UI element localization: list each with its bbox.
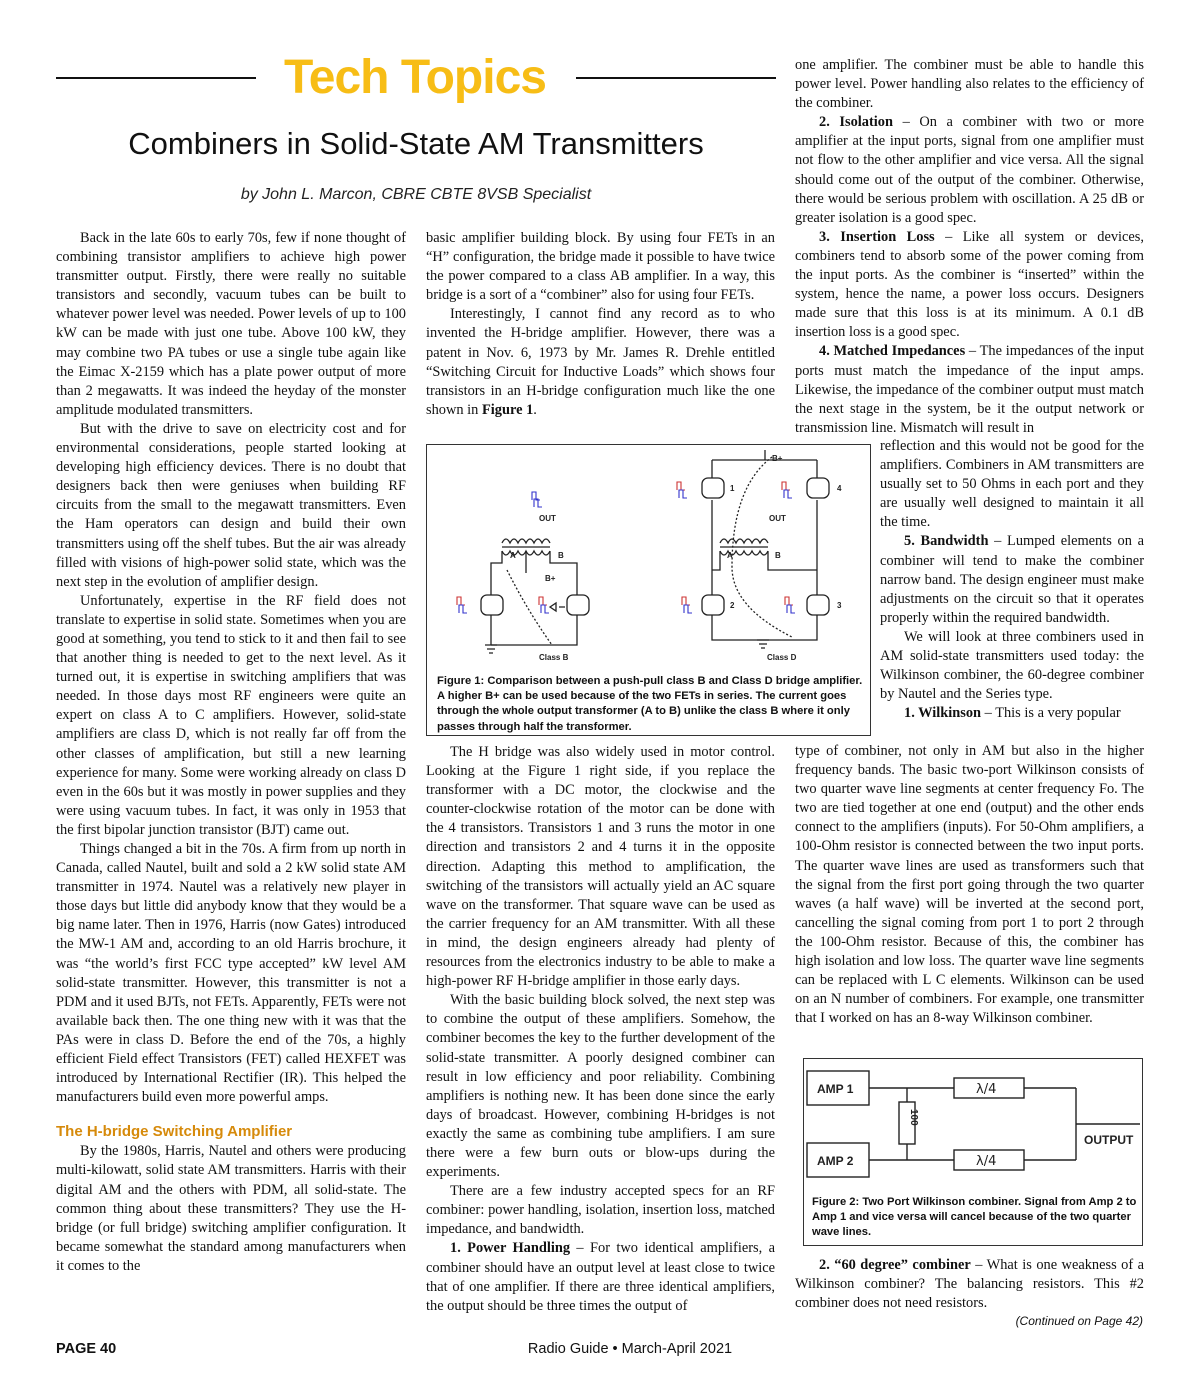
- label-a-d: A: [727, 551, 733, 560]
- spec-heading: 4. Matched Impedances: [819, 343, 966, 360]
- paragraph: [426, 1239, 775, 1315]
- paragraph-text: – The impedances of the input ports must match the impedance of the input amps. Likewise, the impedance of the combiner output must match the next stage in the system, be it the output network or transmission line. Mismatch will result in: [795, 343, 1144, 436]
- label-a-b: A: [510, 551, 516, 560]
- header-rule-right: [576, 77, 776, 79]
- paragraph-text: – For two identical amplifiers, a combiner should have an output level at least close to twice that of one amplifier. If there are three identical amplifiers, the output should be three times the output of: [426, 1240, 775, 1314]
- article-title: Combiners in Solid-State AM Transmitters: [128, 126, 704, 161]
- resistor-label: 100: [908, 1109, 919, 1126]
- output-label: OUTPUT: [1084, 1133, 1134, 1147]
- quarter-wave-2-label: λ/4: [976, 1154, 997, 1169]
- spec-heading: 5. Bandwidth: [904, 533, 989, 550]
- label-t4: 4: [837, 484, 842, 493]
- paragraph: [795, 113, 1144, 228]
- section-heading: The H-bridge Switching Amplifier: [56, 1123, 293, 1141]
- label-bplus-b: B+: [545, 574, 556, 583]
- publication-info: Radio Guide • March-April 2021: [527, 1341, 733, 1357]
- paragraph: But with the drive to save on electricity cost and for environmental considerations, people started looking at developing high efficiency devices. There is no doubt that designers back then were geniuses when building RF circuits from the small to the megawatt transmitters. Even the Ham operators can design and build their own transmitters using off the shelf tubes. But the air was already filled with visions of high-power solid state, which was the next step in the evolution of amplifier design.: [56, 420, 406, 590]
- amp1-label: AMP 1: [817, 1082, 854, 1096]
- paragraph: There are a few industry accepted specs for an RF combiner: power handling, isolation, insertion loss, matched impedance, and bandwidth.: [426, 1183, 775, 1238]
- figure-2-schematic: [804, 1059, 1144, 1199]
- column-3-narrow: [880, 437, 1144, 723]
- paragraph: [880, 704, 1144, 723]
- paragraph: one amplifier. The combiner must be able to handle this power level. Power handling also relates to the efficiency of the combiner.: [795, 57, 1144, 112]
- paragraph: With the basic building block solved, the next step was to combine the output of these amplifiers. Somehow, the combiner becomes the key to the further development of the solid-state transmitter. A poorly designed combiner can result in low efficiency and poor reliability. Combining amplifiers is nothing new. It has been done since the early days of broadcast. However, combining H-bridges is not exactly the same as combining tube amplifiers. I am sure there were a few burn outs or blow-ups during the experiments.: [426, 992, 775, 1181]
- paragraph: Back in the late 60s to early 70s, few if none thought of combining transistor amplifiers to achieve high power transmitter output. Firstly, there were really no suitable transistors and secondly, vacuum tubes can be built to whatever power level was needed. Power levels of up to 100 kW can be made with just one tube. Above 100 kW, they may combine two PA tubes or use a single tube again like the Eimac X-2159 which has a plate power output of more than 2 megawatts. It was indeed the heyday of the monster amplitude modulated transmitters.: [56, 230, 406, 418]
- paragraph: The H bridge was also widely used in motor control. Looking at the Figure 1 right side, if you replace the transformer with a DC motor, the clockwise and the counter-clockwise rotation of the motor can be done with the 4 transistors. Transistors 1 and 3 runs the motor in one direction and transistors 2 and 4 turns it in the opposite direction. Adapting this method to amplification, the switching of the transistors will actually yield an AC square wave on the transformer. That square wave can be used as the carrier frequency for an AM transmitter. With all these in mind, the design engineers already had plenty of resources from the electronics industry to be able to make a high-power RF H-bridge amplifier in those early days.: [426, 744, 775, 990]
- column-3-bottom: [795, 1256, 1144, 1313]
- paragraph-text: – What is one weakness of a Wilkinson combiner? The balancing resistors. This #2 combiner does not need resistors.: [795, 1257, 1144, 1312]
- paragraph: [880, 532, 1144, 627]
- paragraph: Things changed a bit in the 70s. A firm from up north in Canada, called Nautel, built and sold a 2 kW solid state AM transmitter in 1974. Nautel was a relatively new player in those days but little did anybody know that they would be a big name later. Then in 1976, Harris (now Gates) introduced the MW-1 AM and, according to an old Harris brochure, it was “the world’s first FCC type accepted” kW level AM solid-state transmitter. However, this transmitter is not a PDM and it used BJTs, not FETs. Apparently, FETs were not available back then. The one thing new with it was that the PAs were in class D. Before the end of the 70s, a highly efficient Field effect Transistors (FET) called HEXFET was introduced by International Rectifier (IR). This helped the manufacturers build even more powerful amps.: [56, 841, 406, 1106]
- amp2-label: AMP 2: [817, 1154, 854, 1168]
- paragraph-text: – Like all system or devices, combiners tend to absorb some of the power coming from the input ports. As the combiner is “inserted” within the system, hence the name, a power loss occurs. Designers made sure that this loss is at its minimum. A 0.1 dB insertion loss is a good spec.: [795, 228, 1145, 341]
- paragraph-text: – Lumped elements on a combiner will tend to make the combiner narrow band. The design engineer must make adjustments on the circuit so that it operates properly within the required bandwidth.: [880, 533, 1144, 626]
- label-out-b: OUT: [539, 514, 556, 523]
- figure-2: [803, 1058, 1143, 1246]
- header-rule-left: [56, 77, 256, 79]
- paragraph-text: Interestingly, I cannot find any record as to who invented the H-bridge amplifier. However, there was a patent in Nov. 6, 1973 by Mr. James R. Drehle entitled “Switching Circuit for Inductive Loads” which shows four transistors in an H-bridge configuration much like the one shown in: [426, 306, 775, 418]
- figure-1: [426, 444, 871, 736]
- combiner-heading: 1. Wilkinson: [904, 705, 982, 722]
- paragraph: By the 1980s, Harris, Nautel and others were producing multi-kilowatt, solid state AM transmitters. Harris with their digital AM and the others with PDM, all solid-state. The common thing about these transmitters? They use the H-bridge (or full bridge) switching amplifier configuration. It became somewhat the standard among manufacturers when it comes to the: [56, 1143, 406, 1274]
- column-2: [426, 229, 775, 420]
- continued-note: (Continued on Page 42): [1015, 1314, 1143, 1328]
- label-b-d: B: [775, 551, 781, 560]
- figure-1-caption: Figure 1: Comparison between a push-pull class B and Class D bridge amplifier. A higher B+ can be used because of the two FETs in series. The current goes through the whole output transformer (A to B) unlike the class B where it only passes through half the transformer.: [437, 675, 863, 733]
- spec-heading: 2. Isolation: [819, 114, 893, 131]
- label-t1: 1: [730, 484, 735, 493]
- label-class-d: Class D: [767, 653, 797, 662]
- column-2-continued: [426, 743, 775, 1316]
- paragraph: Unfortunately, expertise in the RF field does not translate to expertise in solid state. Sometimes when you are good at something, you tend to stick to it and then fail to see that another thing is needed to get to the next level. As it turned out, it is expertise in switching amplifiers that was needed. In those days most RF engineers were quite an expert on class A to C amplifiers. However, solid-state amplifiers are class D, which is not really far off from the other classes of amplification, but still a new learning experience for many. Some were working already on class D even in the 60s but it was mostly in power supplies and they were using vacuum tubes. In fact, it was only in 1953 that the first bipolar junction transistor (BJT) came out.: [56, 592, 406, 838]
- paragraph-text: – On a combiner with two or more amplifier at the input ports, signal from one amplifier must not flow to the other amplifier and vice versa. All the signal should come out of the output of the combiner. Otherwise, there would be serious problem with oscillation. A 25 dB or greater isolation is a good spec.: [795, 114, 1144, 226]
- column-1: [56, 229, 406, 1276]
- section-title: Tech Topics: [284, 51, 546, 104]
- label-bplus-d: B+: [772, 454, 783, 463]
- combiner-heading: 2. “60 degree” combiner: [819, 1257, 971, 1273]
- column-3: [795, 56, 1144, 438]
- spec-heading: 1. Power Handling: [450, 1240, 571, 1257]
- paragraph: [795, 342, 1144, 437]
- paragraph: reflection and this would not be good for the amplifiers. Combiners in AM transmitters are usually set to 50 Ohms in each port and they are usually well designed to maintain it all the time.: [880, 438, 1144, 531]
- paragraph: type of combiner, not only in AM but also in the higher frequency bands. The basic two-port Wilkinson consists of two quarter wave line segments at center frequency Fo. The two are tied together at one end (output) and the other ends connect to the amplifiers (inputs). For 50-Ohm amplifiers, a 100-Ohm resistor is connected between the two input ports. The quarter wave lines are used as transformers such that the signal from the first port going through the two quarter waves (a half wave) will be inverted at the second port, cancelling the signal coming from port 1 to port 2 through the 100-Ohm resistor. Because of this, the combiner has high isolation and low loss. The quarter wave line segments can be replaced with L C elements. Wilkinson can be used on an N number of combiners. For example, one transmitter that I worked on has an 8-way Wilkinson combiner.: [795, 743, 1144, 1027]
- paragraph-text: .: [533, 401, 537, 418]
- label-out-d: OUT: [769, 514, 786, 523]
- figure-2-caption: Figure 2: Two Port Wilkinson combiner. Signal from Amp 2 to Amp 1 and vice versa will cancel because of the two quarter wave lines.: [812, 1196, 1137, 1239]
- spec-heading: 3. Insertion Loss: [819, 228, 935, 245]
- paragraph-text: – This is a very popular: [981, 705, 1121, 722]
- label-t2: 2: [730, 601, 735, 610]
- quarter-wave-1-label: λ/4: [976, 1082, 997, 1097]
- paragraph: [426, 305, 775, 420]
- paragraph: [795, 228, 1144, 343]
- label-t3: 3: [837, 601, 842, 610]
- label-b-b: B: [558, 551, 564, 560]
- page-number: PAGE 40: [56, 1341, 117, 1357]
- paragraph: We will look at three combiners used in AM solid-state transmitters used today: the Wilkinson combiner, the 60-degree combiner by Nautel and the Series type.: [880, 628, 1144, 703]
- paragraph: basic amplifier building block. By using four FETs in an “H” configuration, the bridge made it possible to have twice the power compared to a class AB amplifier. In a way, this bridge is a sort of a “combiner” also for using four FETs.: [426, 230, 775, 304]
- label-class-b: Class B: [539, 653, 569, 662]
- figure-reference: Figure 1: [481, 401, 534, 418]
- column-3-continued: [795, 742, 1144, 1028]
- paragraph: [795, 1256, 1144, 1313]
- byline: by John L. Marcon, CBRE CBTE 8VSB Specialist: [240, 186, 592, 203]
